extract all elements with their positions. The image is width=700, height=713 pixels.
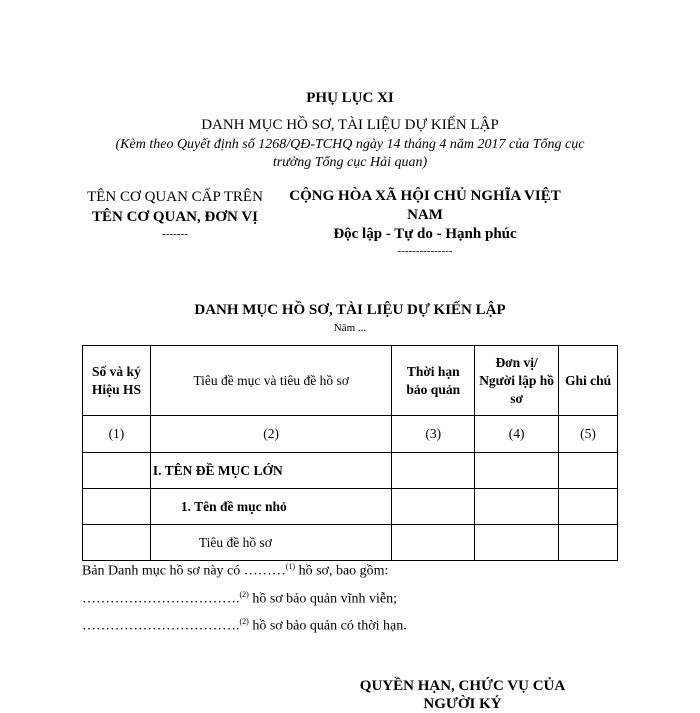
- table-cell: [83, 453, 151, 489]
- document-note: (Kèm theo Quyết định số 1268/QĐ-TCHQ ngày 14 tháng 4 năm 2017 của Tổng cục trưởng Tổng cục Hải quan): [115, 137, 585, 170]
- table-cell: [559, 525, 618, 561]
- summary-text: hồ sơ bảo quản vĩnh viễn;: [248, 591, 397, 607]
- list-title: DANH MỤC HỒ SƠ, TÀI LIỆU DỰ KIẾN LẬP: [194, 302, 506, 318]
- organization-header: [80, 187, 270, 241]
- summary-text: hồ sơ, bao gồm:: [295, 563, 389, 579]
- table-cell: [83, 525, 151, 561]
- footnote-ref: (2): [239, 590, 249, 599]
- table-cell: [392, 525, 475, 561]
- column-header: Thời hạn bảo quản: [392, 346, 475, 416]
- records-table: [82, 345, 618, 561]
- summary-text: …………………………….: [82, 618, 240, 634]
- column-header: Tiêu đề mục và tiêu đề hồ sơ: [150, 346, 391, 416]
- footnote-ref: (2): [239, 617, 249, 626]
- column-header: Số và ký Hiệu HS: [83, 346, 151, 416]
- column-number: (1): [83, 416, 151, 453]
- summary-total-line: [82, 562, 388, 580]
- column-number: (3): [392, 416, 475, 453]
- list-year: Năm ...: [333, 322, 367, 334]
- motto: Độc lập - Tự do - Hạnh phúc: [333, 226, 517, 242]
- column-number: (5): [559, 416, 618, 453]
- table-row: [83, 453, 618, 489]
- summary-text: Bản Danh mục hồ sơ này có ………: [82, 563, 286, 579]
- national-header: [280, 187, 570, 258]
- document-title: DANH MỤC HỒ SƠ, TÀI LIỆU DỰ KIẾN LẬP: [201, 117, 499, 133]
- parent-organization: TÊN CƠ QUAN CẤP TRÊN: [87, 189, 263, 205]
- table-cell: [392, 489, 475, 525]
- table-cell: [559, 453, 618, 489]
- column-header: Đơn vị/ Người lập hồ sơ: [475, 346, 559, 416]
- table-cell: [475, 489, 559, 525]
- column-header: Ghi chú: [559, 346, 618, 416]
- summary-text: hồ sơ bảo quản có thời hạn.: [248, 618, 407, 634]
- column-number: (2): [150, 416, 391, 453]
- section-heading: I. TÊN ĐỀ MỤC LỚN: [150, 453, 391, 489]
- column-number: (4): [475, 416, 559, 453]
- column-number-row: [83, 416, 618, 453]
- appendix-title: PHỤ LỤC XI: [306, 90, 394, 106]
- organization-name: TÊN CƠ QUAN, ĐƠN VỊ: [92, 209, 258, 225]
- table-cell: [83, 489, 151, 525]
- summary-text: …………………………….: [82, 591, 240, 607]
- signer-title: QUYỀN HẠN, CHỨC VỤ CỦA NGƯỜI KÝ: [359, 678, 566, 712]
- table-cell: [559, 489, 618, 525]
- summary-permanent-line: [82, 590, 397, 608]
- footnote-ref: (1): [285, 562, 296, 571]
- country-name: CỘNG HÒA XÃ HỘI CHỦ NGHĨA VIỆT NAM: [289, 188, 561, 223]
- table-row: [83, 489, 618, 525]
- record-title: Tiêu đề hồ sơ: [150, 525, 391, 561]
- table-cell: [392, 453, 475, 489]
- motto-rule: ---------------: [397, 245, 453, 257]
- summary-limited-line: [82, 617, 407, 635]
- table-cell: [475, 525, 559, 561]
- table-row: [83, 525, 618, 561]
- table-cell: [475, 453, 559, 489]
- table-header-row: [83, 346, 618, 416]
- subsection-heading: 1. Tên đề mục nhỏ: [150, 489, 391, 525]
- organization-rule: -------: [162, 228, 188, 240]
